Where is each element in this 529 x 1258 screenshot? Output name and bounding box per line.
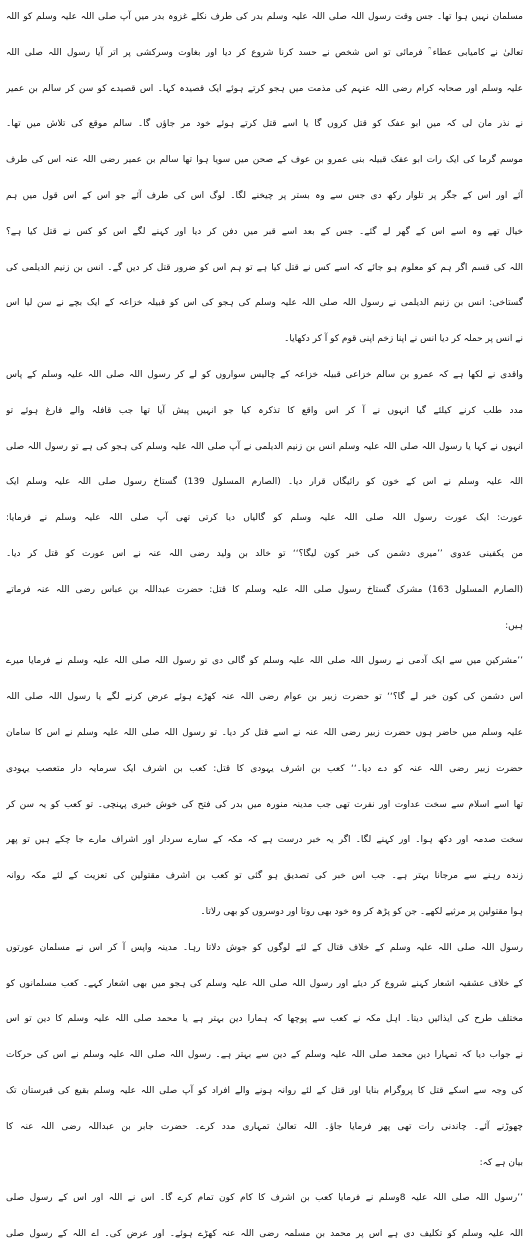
text-line-content: مسلمان نہیں ہوا تھا۔ جس وقت رسول اللہ صلی اللہ علیہ وسلم بدر کی طرف نکلے غزوہ بدر میں آپ صلی اللہ علیہ وسلم کو اللہ [6,12,523,22]
text-line [6,859,523,895]
paragraph [6,931,523,1182]
text-line-content: (الصارم المسلول 163) مشرک گستاخ رسول صلی اللہ علیہ وسلم کا قتل: حضرت عبداللہ بن عباس رضی اللہ عنہ فرماتے [6,584,523,595]
text-line-content: ہوا مقتولین پر مرثیے لکھے۔ جن کو پڑھ کر وہ خود بھی روتا اور دوسروں کو بھی رلاتا۔ [200,906,523,917]
paragraph [6,358,523,644]
text-line [6,143,523,179]
text-line-content: نے نذر مان لی کہ میں ابو عفک کو قتل کروں گا یا اسے قتل کرتے ہوئے خود مر جاؤں گا۔ سالم موقع کی تلاش میں تھا۔ [6,119,523,130]
text-line-content: خیال تھے وہ اسے اس کے گھر لے گئے۔ جس کے بعد اسے قبر میں دفن کر دیا اور کہنے لگے اس کو کس نے قتل کیا ہے؟ [6,226,523,237]
text-line [6,107,523,143]
text-line [6,358,523,394]
text-line [6,680,523,716]
text-line [6,1038,523,1074]
paragraph-last-line [6,895,523,931]
text-line-content: زندہ رہنے سے مرجانا بہتر ہے۔ جب اس خبر کی تصدیق ہو گئی تو کعب بن اشرف مقتولین کی تعزیت کے لئے مکہ روانہ [6,871,523,882]
text-line-content: موسم گرما کی ایک رات ابو عفک قبیلہ بنی عمرو بن عوف کے صحن میں سویا ہوا تھا سالم بن عمیر رضی اللہ عنہ اس کی طرف [6,155,523,166]
text-line-content: نے جواب دیا کہ تمہارا دین محمد صلی اللہ علیہ وسلم کے دین سے بہتر ہے۔ رسول اللہ صلی اللہ علیہ وسلم نے اس کی حرکات [6,1050,523,1061]
text-line [6,788,523,824]
text-line [6,215,523,251]
text-line-content: رسول اللہ صلی اللہ علیہ وسلم کے خلاف قتال کے لئے لوگوں کو جوش دلاتا رہا۔ مدینہ واپس آ کر اس نے مسلمان عورتوں [6,942,523,953]
text-line-content: عورت: ایک عورت رسول اللہ صلی اللہ علیہ وسلم کو گالیاں دیا کرتی تھی آپ صلی اللہ علیہ وسلم نے فرمایا: [6,513,523,524]
text-line [6,644,523,680]
text-line [6,1110,523,1146]
text-line [6,72,523,108]
text-line-content: اللہ علیہ وسلم کو تکلیف دی ہے اس پر محمد بن مسلمہ رضی اللہ عنہ کھڑے ہوئے۔ اور عرض کی۔ اے اللہ کے رسول صلی [6,1229,523,1240]
text-line-content: کے خلاف عشقیہ اشعار کہنے شروع کر دیئے اور رسول اللہ صلی اللہ علیہ وسلم کی ہجو میں بھی اشعار کہے۔ کعب مسلمانوں کو [6,978,523,989]
text-line [6,1074,523,1110]
text-line-content: ’’رسول اللہ صلی اللہ علیہ 8وسلم نے فرمایا کعب بن اشرف کا کام کون تمام کرے گا۔ اس نے اللہ اور اس کے رسول صلی [6,1193,523,1204]
text-line-content: بیان ہے کہ: [479,1157,523,1168]
text-line [6,36,523,72]
text-line-content: تعالیٰ نے کامیابی عطاء ؒ فرمائی تو اس شخص نے حسد کرنا شروع کر دیا اور بغاوت وسرکشی پر اتر آیا رسول اللہ صلی اللہ [6,47,523,58]
text-line [6,0,523,36]
text-line [6,1217,523,1253]
text-line [6,501,523,537]
text-line-content: علیہ وسلم میں حاضر ہوں حضرت زبیر رضی اللہ عنہ نے اسے قتل کر دیا۔ تو رسول اللہ صلی اللہ علیہ وسلم نے اس کا سامان [6,727,523,738]
text-line-content: کی وجہ سے اسکے قتل کا پروگرام بنایا اور قتل کے لئے روانہ ہونے والے افراد کو آپ صلی اللہ علیہ وسلم بقیع کی قبرستان تک [6,1085,523,1096]
paragraph-last-line [6,322,523,358]
text-line-content: نے انس پر حملہ کر دیا انس نے اپنا زخم اپنی قوم کو آ کر دکھایا۔ [284,334,523,345]
text-line-content: علیہ وسلم اور صحابہ کرام رضی اللہ عنہم کی مذمت میں ہجو کرتے ہوئے ایک قصیدہ کہا۔ اس قصیدے کو سن کر سالم بن عمیر [6,83,523,94]
text-line-content: اس دشمن کی کون خبر لے گا؟‘‘ تو حضرت زبیر بن عوام رضی اللہ عنہ کھڑے ہوئے عرض کرنے لگے یا رسول اللہ صلی اللہ [6,692,523,703]
text-line-content: ہیں: [505,620,523,631]
text-line-content: واقدی نے لکھا ہے کہ عمرو بن سالم خزاعی قبیلہ خزاعہ کے چالیس سواروں کو لے کر رسول اللہ صلی اللہ علیہ وسلم کے پاس [6,369,523,380]
text-line-content: سخت صدمہ اور دکھ ہوا۔ اور کہنے لگا۔ اگر یہ خبر درست ہے کہ مکہ کے سارے سردار اور اشراف مارے جا چکے ہیں تو پھر [6,835,523,846]
text-line-content: من یکفینی عدوی ’’میری دشمن کی خبر کون لیگا؟‘‘ تو خالد بن ولید رضی اللہ عنہ نے اس عورت کو قتل کر دیا۔ [6,548,523,559]
text-line [6,251,523,287]
text-line [6,537,523,573]
text-line [6,752,523,788]
text-line-content: اللہ علیہ وسلم نے اس کے خون کو رائیگاں قرار دیا۔ (الصارم المسلول 139) گستاخ رسول صلی اللہ علیہ وسلم ایک [6,477,523,488]
text-line [6,465,523,501]
text-line-content: آئے اور اس کے جگر پر تلوار رکھ دی جس سے وہ بستر پر چیخنے لگا۔ لوگ اس کی طرف آئے جو اس کے اس قول میں ہم [6,190,523,201]
text-line [6,430,523,466]
text-line [6,931,523,967]
text-line [6,967,523,1003]
text-line-content: مدد طلب کرنے کیلئے گیا انہوں نے آ کر اس واقع کا تذکرہ کیا جو انہیں پیش آیا تھا جب قافلہ والے فارغ ہوئے تو [6,405,523,416]
text-line-content: مختلف طرح کی ایذائیں دیتا۔ اہل مکہ نے کعب سے پوچھا کہ ہمارا دین بہتر ہے یا محمد صلی اللہ علیہ وسلم کا دین تو اس [6,1014,523,1025]
text-line-content: گستاخی: انس بن زنیم الدیلمی نے رسول اللہ صلی اللہ علیہ وسلم کی ہجو کی اس کو قبیلہ خزاعہ کے ایک بچے نے سن لیا اس [6,298,523,309]
paragraph-last-line [6,1146,523,1182]
text-line [6,716,523,752]
text-line [6,394,523,430]
text-line [6,286,523,322]
text-line-content: ’’مشرکین میں سے ایک آدمی نے رسول اللہ صلی اللہ علیہ وسلم کو گالی دی تو رسول اللہ صلی اللہ علیہ وسلم نے فرمایا میرے [6,656,523,667]
paragraph [6,0,523,358]
paragraph [6,1181,523,1253]
text-line [6,823,523,859]
paragraph [6,644,523,930]
text-line-content: چھوڑنے آئے۔ چاندنی رات تھی پھر فرمایا جاؤ۔ اللہ تعالیٰ تمہاری مدد کرے۔ حضرت جابر بن عبداللہ رضی اللہ عنہ کا [6,1121,523,1132]
text-line-content: حضرت زبیر رضی اللہ عنہ کو دے دیا۔‘‘ کعب بن اشرف یہودی کا قتل: کعب بن اشرف ایک سرمایہ دار متعصب یہودی [6,763,523,774]
text-line [6,1002,523,1038]
text-line [6,1181,523,1217]
text-line-content: اللہ کی قسم اگر ہم کو معلوم ہو جائے کہ اسے کس نے قتل کیا ہے تو ہم اس کو ضرور قتل کر دیں گے۔ انس بن زنیم الدیلمی کی [6,262,523,273]
text-line-content: انہوں نے کہا یا رسول اللہ صلی اللہ علیہ وسلم انس بن زنیم الدیلمی نے آپ صلی اللہ علیہ وسلم کی ہجو کی ہے تو رسول اللہ صلی [6,441,523,452]
paragraph-last-line [6,609,523,645]
text-line-content: تھا اسے اسلام سے سخت عداوت اور نفرت تھی جب مدینہ منورہ میں بدر کی فتح کی خوش خبری پہنچی۔ تو کعب کو یہ سن کر [6,799,523,810]
text-line [6,179,523,215]
text-line [6,573,523,609]
